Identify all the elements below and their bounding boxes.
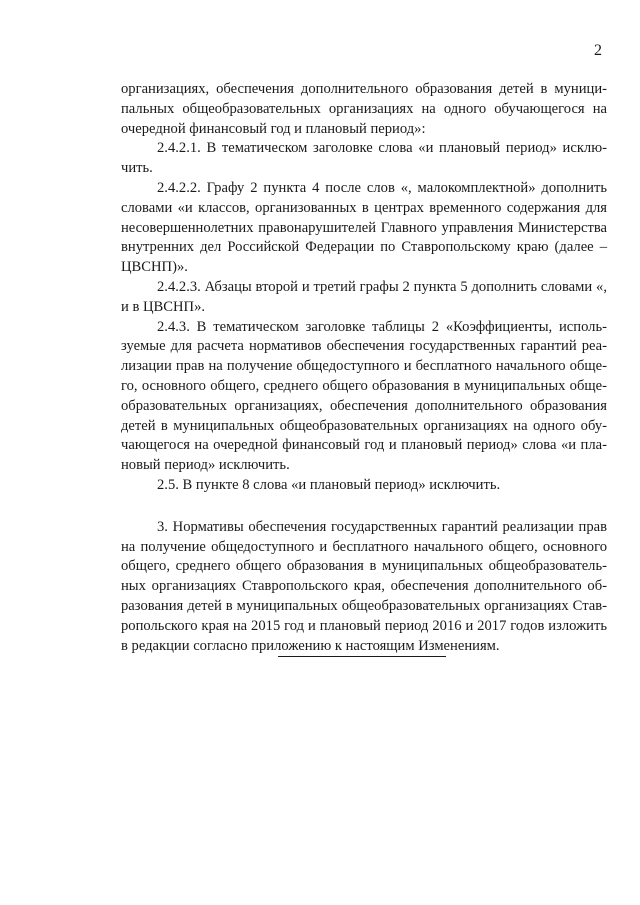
paragraph-2-4-2-2: 2.4.2.2. Графу 2 пункта 4 после слов «, малокомплектной» дополнить словами «и классов, организованных в центрах временного содержания для несовершеннолетних правонарушителей Главного управления Министерства внутренних дел Российской Федерации по Ставропольскому краю (далее – ЦВСНП)».: [121, 179, 607, 276]
paragraph-3: 3. Нормативы обеспечения государственных гарантий реализации прав на получение общедоступного и бесплатного начального общего, основного общего, среднего общего образования в муниципальных общеобразовательных организациях Ставропольского края, обеспечения дополнительного образования детей в муниципальных общеобразовательных организациях Ставропольского края на 2015 год и плановый период 2016 и 2017 годов изложить в редакции согласно приложению к настоящим Изменениям.: [121, 518, 607, 654]
paragraph-2-4-2-1: 2.4.2.1. В тематическом заголовке слова «и плановый период» исключить.: [121, 140, 607, 177]
paragraph-2-4-3: 2.4.3. В тематическом заголовке таблицы 2 «Коэффициенты, используемые для расчета нормативов обеспечения государственных гарантий реализации прав на получение общедоступного и бесплатного начального общего, основного общего, среднего общего образования в муниципальных общеобразовательных организациях, обеспечения дополнительного образования детей в муниципальных общеобразовательных организациях на одного обучающегося на очередной финансовый год и плановый период» слова «и плановый период» исключить.: [121, 318, 607, 474]
paragraph-continuation: организациях, обеспечения дополнительного образования детей в муниципальных общеобразовательных организациях на одного обучающегося на очередной финансовый год и плановый период»:: [121, 81, 607, 137]
page-number: 2: [594, 42, 602, 59]
document-body: [121, 80, 607, 656]
end-separator-line: [278, 656, 446, 657]
paragraph-2-5: 2.5. В пункте 8 слова «и плановый период» исключить.: [157, 476, 501, 493]
paragraph-2-4-2-3: 2.4.2.3. Абзацы второй и третий графы 2 пункта 5 дополнить словами «, и в ЦВСНП».: [121, 278, 607, 315]
